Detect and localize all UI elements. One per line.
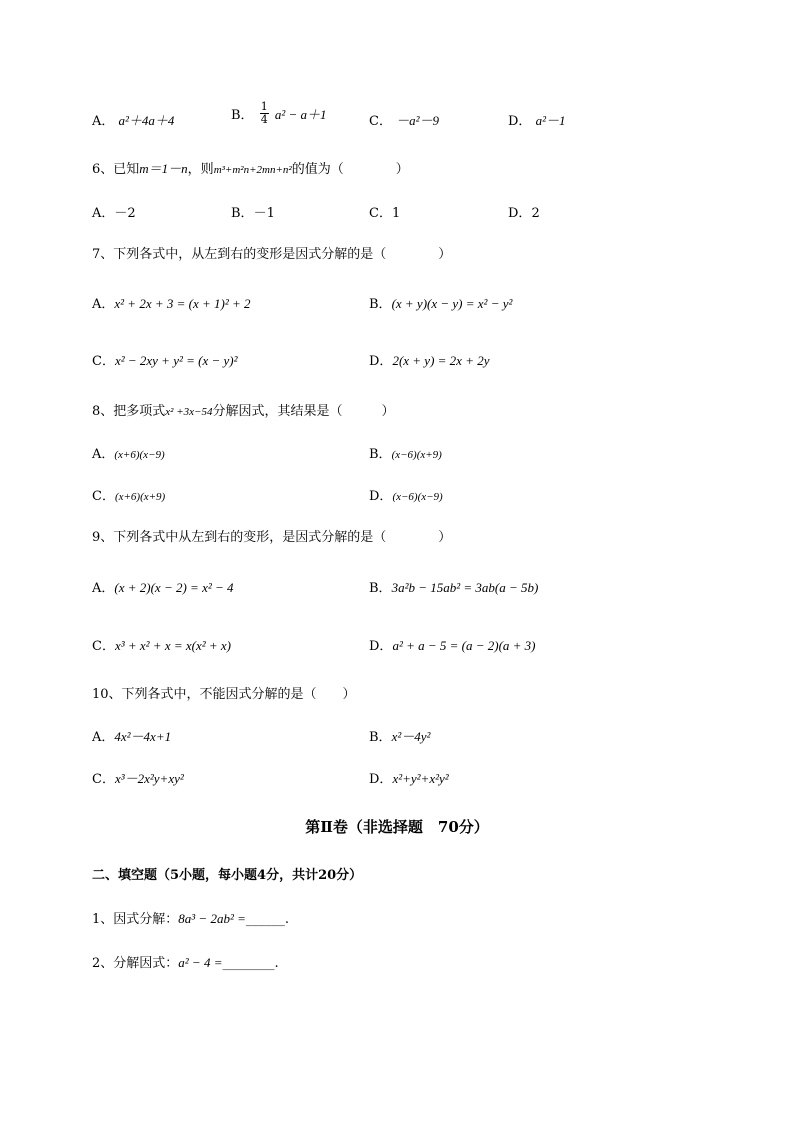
q6-option-c xyxy=(369,202,400,221)
q6-stem-mid: ，则 xyxy=(187,162,214,177)
q8-option-d xyxy=(369,485,443,504)
option-letter: A． xyxy=(92,206,115,221)
option-letter: D． xyxy=(508,206,532,221)
option-letter: A． xyxy=(92,730,115,745)
q6-stem-suffix: 的值为（ ） xyxy=(291,162,409,177)
q10-option-c xyxy=(92,768,184,787)
option-letter: A． xyxy=(92,581,115,596)
q9-option-a xyxy=(92,577,234,596)
option-expression: a²－1 xyxy=(535,113,566,128)
option-letter: D． xyxy=(369,489,393,504)
q7-option-d xyxy=(369,350,490,369)
option-letter: B． xyxy=(231,206,254,221)
q8-option-a xyxy=(92,443,165,462)
option-letter: A． xyxy=(92,447,115,462)
q7-stem: 7、下列各式中，从左到右的变形是因式分解的是（ ） xyxy=(92,247,452,262)
q8-stem xyxy=(92,400,394,419)
fill1-expression: 8a³ − 2ab² = xyxy=(178,911,246,926)
q6-option-a xyxy=(92,202,136,221)
option-letter: C． xyxy=(369,114,392,129)
option-expression: a² + a − 5 = (a − 2)(a + 3) xyxy=(392,638,536,653)
option-expression: a²＋4a＋4 xyxy=(118,113,175,128)
q7-option-b xyxy=(369,293,512,312)
q5-option-c xyxy=(369,110,439,129)
option-letter: A． xyxy=(92,297,115,312)
q6-option-d xyxy=(508,202,540,221)
option-expression: 2(x + y) = 2x + 2y xyxy=(392,353,490,368)
q8-option-c xyxy=(92,485,165,504)
option-expression: x² + 2x + 3 = (x + 1)² + 2 xyxy=(114,296,251,311)
option-expression: －1 xyxy=(253,206,275,221)
option-letter: B． xyxy=(369,730,392,745)
q10-option-a xyxy=(92,726,171,745)
option-letter: A． xyxy=(92,114,115,129)
q9-option-d xyxy=(369,635,536,654)
q6-stem-prefix: 6、已知 xyxy=(92,162,140,177)
option-expression: (x+6)(x+9) xyxy=(114,491,166,503)
fraction-numerator: 1 xyxy=(260,100,268,113)
fill2-prefix: 2、分解因式： xyxy=(92,956,179,971)
option-letter: C． xyxy=(92,772,115,787)
option-letter: D． xyxy=(369,772,393,787)
fraction-denominator: 4 xyxy=(260,113,268,126)
option-expression: －2 xyxy=(114,206,136,221)
option-letter: C． xyxy=(92,489,115,504)
part-title: 二、填空题（5小题，每小题4分，共计20分） xyxy=(92,868,363,883)
option-expression: x²－4y² xyxy=(391,729,431,744)
option-expression: (x + 2)(x − 2) = x² − 4 xyxy=(114,580,234,595)
q5-option-d xyxy=(508,110,565,129)
q8-expression: x² +3x−54 xyxy=(165,406,213,418)
q6-stem xyxy=(92,158,409,177)
fill1-prefix: 1、因式分解： xyxy=(92,912,179,927)
option-expression: x²+y²+x²y² xyxy=(392,771,449,786)
option-expression: (x−6)(x−9) xyxy=(392,491,443,503)
option-expression: (x+6)(x−9) xyxy=(114,449,165,461)
option-expression: x³－2x²y+xy² xyxy=(114,771,184,786)
q9-option-b xyxy=(369,577,538,596)
q7-option-a xyxy=(92,293,251,312)
fill-question-1 xyxy=(92,908,289,927)
fill2-expression: a² − 4 = xyxy=(178,955,223,970)
option-letter: D． xyxy=(369,639,393,654)
option-expression: 1 xyxy=(391,206,401,221)
option-letter: B． xyxy=(369,447,392,462)
fill-question-2 xyxy=(92,952,279,971)
q6-option-b xyxy=(231,202,275,221)
q10-option-d xyxy=(369,768,449,787)
option-letter: B． xyxy=(231,108,254,123)
q5-option-a xyxy=(92,110,174,129)
q6-condition: m＝1－n xyxy=(139,161,188,176)
option-letter: B． xyxy=(369,581,392,596)
option-expression: 3a²b − 15ab² = 3ab(a − 5b) xyxy=(391,580,539,595)
fill1-blank: ______. xyxy=(245,912,290,927)
q9-stem: 9、下列各式中从左到右的变形，是因式分解的是（ ） xyxy=(92,530,452,545)
option-expression: 2 xyxy=(531,206,540,221)
q6-expression: m³+m²n+2mn+n² xyxy=(213,164,292,176)
q8-stem-suffix: 分解因式，其结果是（ ） xyxy=(212,404,395,419)
option-letter: D． xyxy=(508,114,532,129)
fill2-blank: ________. xyxy=(222,956,279,971)
q9-option-c xyxy=(92,635,231,654)
option-letter: B． xyxy=(369,297,392,312)
q5-option-b xyxy=(231,101,327,126)
option-letter: C． xyxy=(92,354,115,369)
q8-option-b xyxy=(369,443,442,462)
option-expression: 4x²－4x+1 xyxy=(114,729,172,744)
option-letter: C． xyxy=(92,639,115,654)
fraction xyxy=(260,101,269,126)
q8-stem-prefix: 8、把多项式 xyxy=(92,404,166,419)
q10-stem: 10、下列各式中，不能因式分解的是（ ） xyxy=(92,687,356,702)
option-expression: x³ + x² + x = x(x² + x) xyxy=(114,638,232,653)
section-title: 第Ⅱ卷（非选择题 70分） xyxy=(305,818,489,836)
q10-option-b xyxy=(369,726,430,745)
option-letter: C． xyxy=(369,206,392,221)
option-expression: (x−6)(x+9) xyxy=(391,449,442,461)
option-expression: (x + y)(x − y) = x² − y² xyxy=(391,296,513,311)
option-expression: x² − 2xy + y² = (x − y)² xyxy=(114,353,238,368)
option-expression: a² − a＋1 xyxy=(274,107,327,122)
option-expression: －a²－9 xyxy=(396,113,439,128)
option-letter: D． xyxy=(369,354,393,369)
q7-option-c xyxy=(92,350,238,369)
